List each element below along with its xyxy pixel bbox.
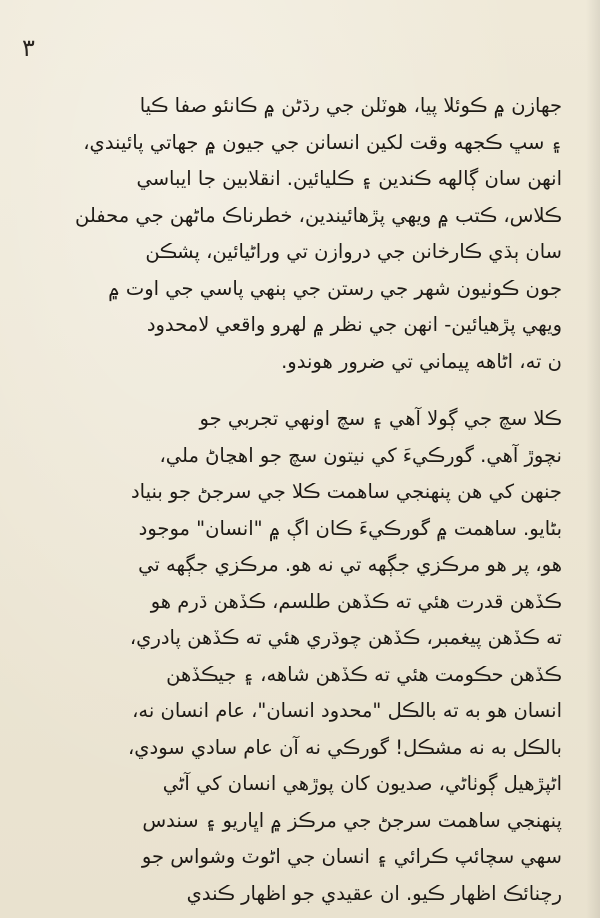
text-line: جون ڪوٺيون شهر جي رستن جي ٻنهي پاسي جي اوت ۾ <box>108 276 562 300</box>
text-line: اڻپڙهيل ڳوٺاڻي، صديون کان پوڙهي انسان کي آڻي <box>162 772 562 795</box>
text-line: نچوڙ آهي. گورڪيءَ کي نيتون سچ جو اهڃاڻ ملي، <box>159 443 562 467</box>
paragraph-2 <box>30 401 562 912</box>
text-line: جنهن کي هن پنهنجي ساهمت ڪلا جي سرجڻ جو بنياد <box>130 480 562 503</box>
text-line: انسان هو به ته بالڪل "محدود انسان"، عام انسان نه، <box>132 699 562 722</box>
text-line: انهن سان ڳالهه ڪندين ۽ ڪليائين. انقلابين جا ايباسي <box>136 167 562 190</box>
page-number: ٣ <box>22 34 35 62</box>
paragraph-1 <box>30 88 562 380</box>
text-line: بالڪل به نه مشڪل! گورڪي نه آن عام سادي سودي، <box>127 735 562 759</box>
text-line: جهازن ۾ ڪوئلا پيا، هوٽلن جي رڌڻن ۾ ڪانئو صفا ڪيا <box>139 94 562 117</box>
text-line: ڪڏهن حڪومت هئي ته ڪڏهن شاهه، ۽ جيڪڏهن <box>166 662 562 686</box>
text-line: ته ڪڏهن پيغمبر، ڪڏهن چوڌري هئي ته ڪڏهن پادري، <box>129 626 562 649</box>
text-line: ويهي پڙهيائين- انهن جي نظر ۾ لهرو واقعي لامحدود <box>146 313 562 336</box>
text-line: سان ٻڌي ڪارخانن جي دروازن تي وراڻيائين، پشڪن <box>145 240 562 263</box>
text-line: سهي سچائپ ڪرائي ۽ انسان جي اڻوٽ وشواس جو <box>141 845 562 868</box>
body-text <box>30 88 562 912</box>
text-line: ڪلاس، ڪتب ۾ ويهي پڙهائيندين، خطرناڪ ماڻهن جي محفلن <box>74 203 562 227</box>
text-line: بڻايو. ساهمت ۾ گورڪيءَ ڪان اڳ ۾ "انسان" موجود <box>138 516 562 540</box>
text-line: ڪلا سچ جي ڳولا آهي ۽ سچ اونهي تجربي جو <box>199 407 562 430</box>
text-line: ۽ سڀ ڪجهه وقت لکين انسانن جي جيون ۾ جهاتي پائيندي، <box>83 130 562 154</box>
text-line: پنهنجي ساهمت سرجڻ جي مرڪز ۾ اڀاريو ۽ سندس <box>142 808 562 832</box>
text-line: رچنائڪ اظهار ڪيو. ان عقيدي جو اظهار ڪندي <box>186 881 562 905</box>
text-line: ڪڏهن قدرت هئي ته ڪڏهن طلسم، ڪڏهن ڌرم هو <box>150 589 562 613</box>
page-edge-shadow <box>586 0 600 918</box>
paragraph-gap <box>30 380 562 401</box>
text-line: ن ته، اڻاهه پيماني تي ضرور هوندو. <box>281 349 562 373</box>
text-line: هو، پر هو مرڪزي جڳهه تي نه هو. مرڪزي جڳهه تي <box>138 553 562 576</box>
